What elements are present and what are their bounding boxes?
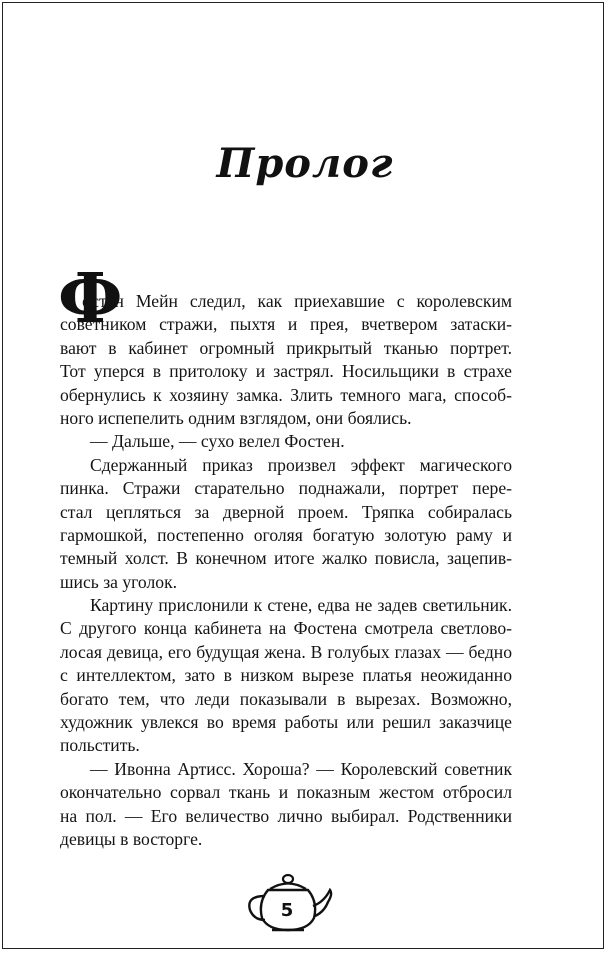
drop-cap: Ф [58,259,123,339]
text-line: С другого конца кабинета на Фостена смотрела светлово- [60,618,512,639]
text-line: — Ивонна Артисс. Хороша? — Королевский советник [90,758,512,779]
text-line: девицы в восторге. [60,828,203,849]
text-line: ного испепелить одним взглядом, они боялись. [60,407,412,428]
chapter-title: Пролог [216,140,394,187]
text-line: богато тем, что леди показывали в вырезах. Возможно, [60,688,512,709]
text-line: лосая девица, его будущая жена. В голубых глазах — бедно [60,641,512,662]
text-line: шись за уголок. [60,571,178,592]
text-line: обернулись к хозяину замка. Злить темного мага, способ- [60,384,512,405]
text-line: вают в кабинет огромный прикрытый тканью портрет. [60,337,512,358]
chapter-text [60,290,512,851]
text-line: гармошкой, постепенно оголяя богатую золотую раму и [60,524,512,545]
text-line: Картину прислонили к стене, едва не задев светильник. [90,595,512,616]
text-line: советником стражи, пыхтя и прея, вчетвером затаски- [60,314,512,335]
text-line: остен Мейн следил, как приехавшие с королевским [82,291,512,311]
text-line: с интеллектом, зато в низком вырезе платья неожиданно [60,665,512,686]
text-line: Тот уперся в притолоку и застрял. Носильщики в страхе [60,361,512,382]
text-line: на пол. — Его величество лично выбирал. Родственники [60,805,512,826]
text-line: Сдержанный приказ произвел эффект магического [90,454,512,475]
text-line: пинка. Стражи старательно поднажали, портрет пере- [60,478,512,499]
text-line: художник увлекся во время работы или решил заказчице [60,712,512,733]
text-line: — Дальше, — сухо велел Фостен. [90,431,345,452]
text-line: польстить. [60,735,140,756]
text-line: стал цепляться за дверной проем. Тряпка собиралась [60,501,512,522]
page-number: 5 [280,900,294,921]
text-line: темный холст. В конечном итоге жалко повисла, зацепив- [60,548,512,569]
text-line: окончательно сорвал ткань и показным жестом отбросил [60,782,512,803]
